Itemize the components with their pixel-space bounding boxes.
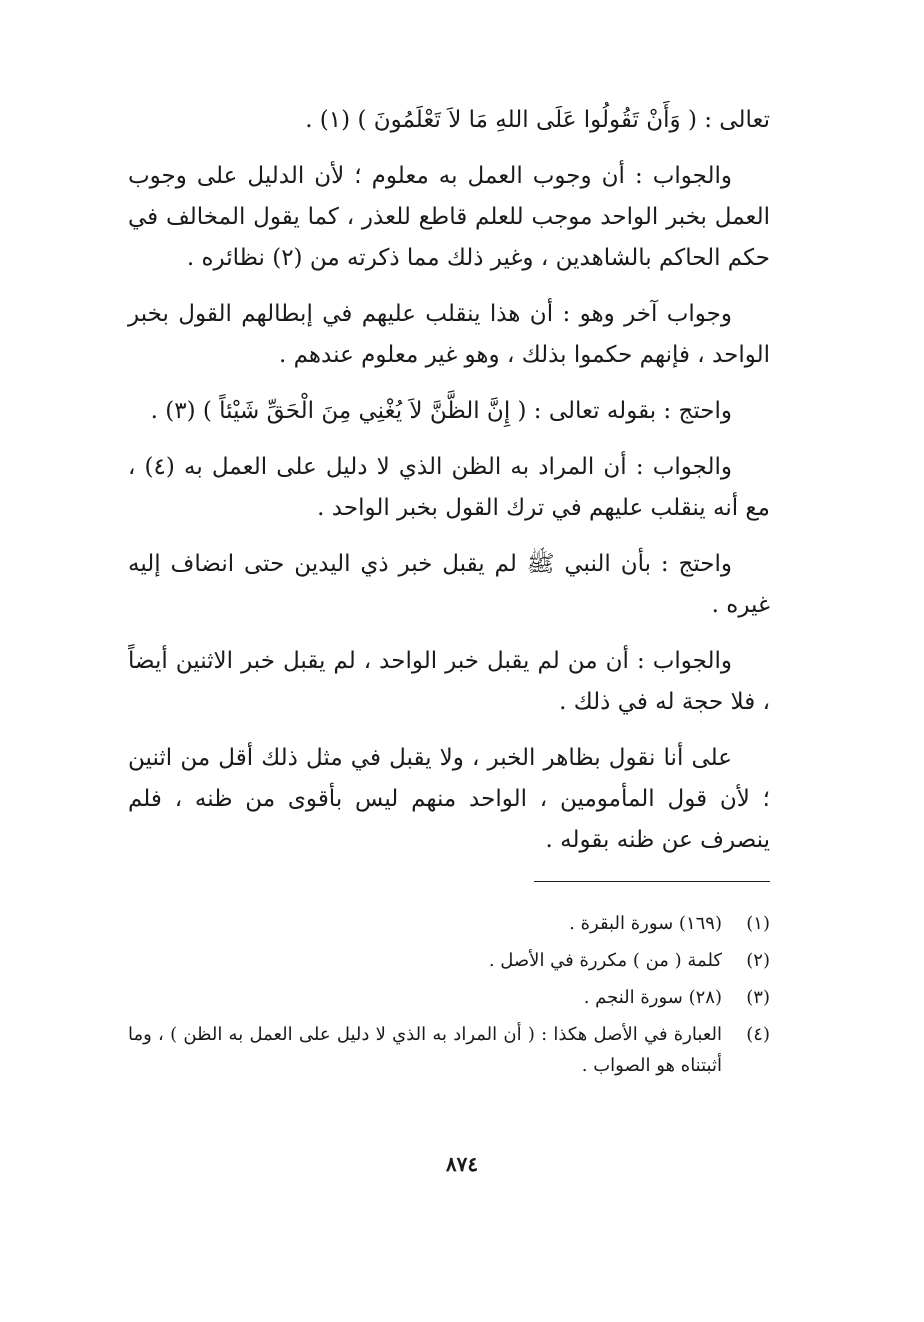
paragraph-7: والجواب : أن من لم يقبل خبر الواحد ، لم يقبل خبر الاثنين أيضاً ، فلا حجة له في ذلك . <box>128 648 770 715</box>
footnote-number: (٤) <box>746 1024 770 1045</box>
paragraph-4: واحتج : بقوله تعالى : ( إِنَّ الظَّنَّ لاَ يُغْنِي مِنَ الْحَقِّ شَيْئاً ) (٣) . <box>150 398 732 424</box>
paragraph-3: وجواب آخر وهو : أن هذا ينقلب عليهم في إبطالهم القول بخبر الواحد ، فإنهم حكموا بذلك ، وهو غير معلوم عندهم . <box>128 301 770 368</box>
footnote-text: (١٦٩) سورة البقرة . <box>569 913 722 934</box>
paragraph-8: على أنا نقول بظاهر الخبر ، ولا يقبل في مثل ذلك أقل من اثنين ؛ لأن قول المأمومين ، الواحد منهم ليس بأقوى من ظنه ، فلم ينصرف عن ظنه بقوله . <box>128 745 770 853</box>
footnote-text: كلمة ( من ) مكررة في الأصل . <box>488 950 722 971</box>
footnote-3 <box>128 982 770 1013</box>
paragraph-2: والجواب : أن وجوب العمل به معلوم ؛ لأن الدليل على وجوب العمل بخبر الواحد موجب للعلم قاطع للعذر ، كما يقول المخالف في حكم الحاكم بالشاهدين ، وغير ذلك مما ذكرته من (٢) نظائره . <box>128 163 770 271</box>
footnote-4 <box>128 1019 770 1081</box>
paragraph-5: والجواب : أن المراد به الظن الذي لا دليل على العمل به (٤) ، مع أنه ينقلب عليهم في ترك القول بخبر الواحد . <box>128 454 770 521</box>
footnote-text: (٢٨) سورة النجم . <box>583 987 722 1008</box>
paragraph-6: واحتج : بأن النبي ﷺ لم يقبل خبر ذي اليدين حتى انضاف إليه غيره . <box>128 551 770 618</box>
page-body <box>128 100 770 1087</box>
footnote-number: (٣) <box>746 987 770 1008</box>
footnote-number: (١) <box>746 913 770 934</box>
footnote-1 <box>128 908 770 939</box>
footnote-text: العبارة في الأصل هكذا : ( أن المراد به الذي لا دليل على العمل به الظن ) ، وما أثبتناه هو الصواب . <box>128 1024 722 1076</box>
paragraph-1: تعالى : ( وَأَنْ تَقُولُوا عَلَى اللهِ مَا لاَ تَعْلَمُونَ ) (١) . <box>305 107 770 133</box>
page-number: ٨٧٤ <box>445 1152 479 1176</box>
footnote-number: (٢) <box>746 950 770 971</box>
footnote-divider <box>534 881 770 882</box>
footnote-2 <box>128 945 770 976</box>
